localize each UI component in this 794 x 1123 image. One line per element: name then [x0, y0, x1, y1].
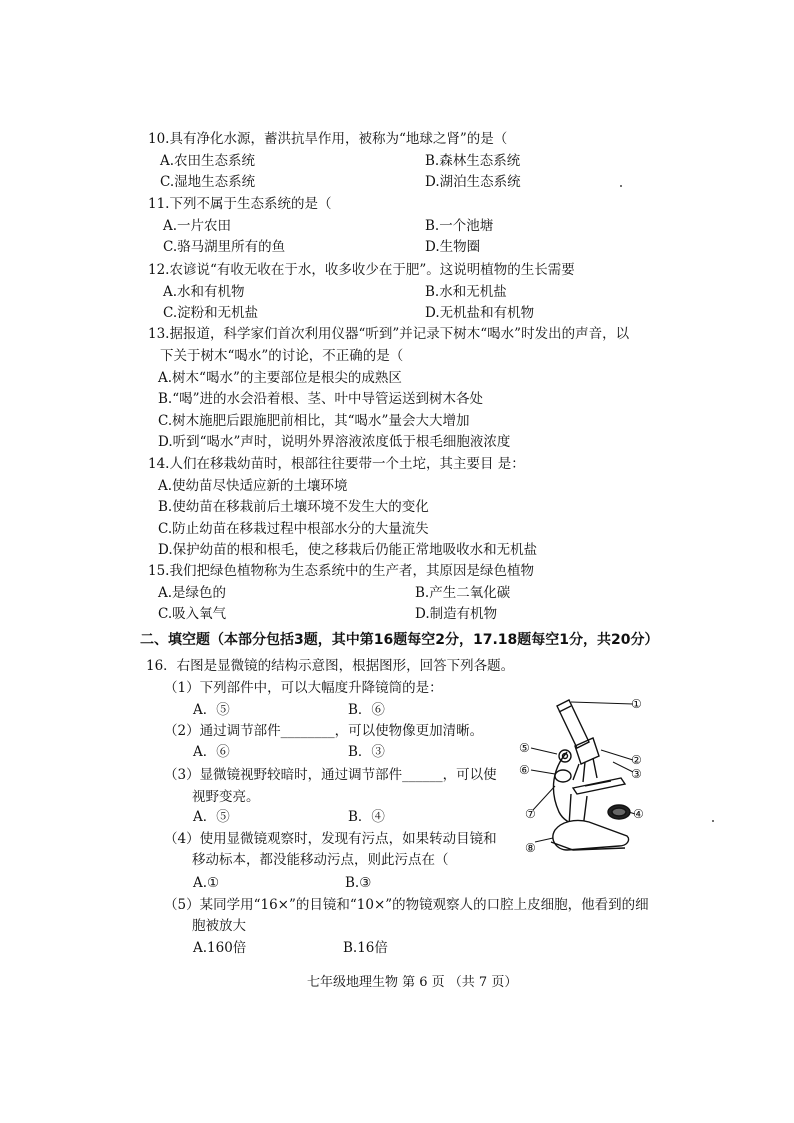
- question-11-option-c: C.骆马湖里所有的鱼: [163, 239, 286, 255]
- question-10-option-d: D.湖泊生态系统: [425, 174, 521, 190]
- question-15-stem: 15.我们把绿色植物称为生态系统中的生产者，其原因是绿色植物: [148, 563, 534, 579]
- question-16-part-3-option-a: A．⑤: [193, 809, 230, 825]
- question-12-stem: 12.农谚说“有收无收在于水，收多收少在于肥”。这说明植物的生长需要: [148, 262, 575, 278]
- question-14-option-a: A.使幼苗尽快适应新的土壤环境: [158, 478, 348, 494]
- section-2-heading: 二、填空题（本部分包括3题，其中第16题每空2分，17.18题每空1分，共20分）: [140, 632, 659, 648]
- label-6: ⑥: [519, 763, 530, 777]
- question-11-option-d: D.生物圈: [425, 239, 481, 255]
- question-16-part-3-line2: 视野变亮。: [192, 789, 260, 805]
- question-16-part-4-option-b: B.③: [345, 875, 372, 891]
- question-16-part-2-option-b: B．③: [348, 744, 385, 760]
- question-16-part-5-option-b: B.16倍: [343, 940, 388, 956]
- question-10-option-b: B.森林生态系统: [425, 153, 521, 169]
- question-14-option-c: C.防止幼苗在移栽过程中根部水分的大量流失: [158, 521, 429, 537]
- question-12-option-c: C.淀粉和无机盐: [163, 305, 259, 321]
- label-5: ⑤: [519, 741, 530, 755]
- question-13-option-b: B.“喝”进的水会沿着根、茎、叶中导管运送到树木各处: [158, 391, 484, 407]
- label-4: ④: [633, 807, 644, 821]
- question-10-option-c: C.湿地生态系统: [160, 174, 256, 190]
- question-13-stem-line1: 13.据报道，科学家们首次利用仪器“听到”并记录下树木“喝水”时发出的声音，以: [148, 326, 630, 342]
- question-16-stem: 16．右图是显微镜的结构示意图，根据图形，回答下列各题。: [146, 658, 515, 674]
- question-14-option-d: D.保护幼苗的根和根毛，使之移栽后仍能正常地吸收水和无机盐: [158, 542, 538, 558]
- question-11-option-b: B.一个池塘: [425, 218, 494, 234]
- question-10-stem: 10.具有净化水源，蓄洪抗旱作用，被称为“地球之肾”的是（: [148, 131, 508, 147]
- question-15-option-c: C.吸入氧气: [158, 606, 227, 622]
- question-16-part-4-line2: 移动标本，都没能移动污点，则此污点在（: [192, 852, 449, 868]
- label-2: ②: [631, 753, 642, 767]
- question-12-option-d: D.无机盐和有机物: [425, 305, 535, 321]
- question-16-part-3-option-b: B．④: [348, 809, 385, 825]
- question-13-stem-line2: 下关于树木“喝水”的讨论，不正确的是（: [160, 348, 404, 364]
- question-13-option-a: A.树木“喝水”的主要部位是根尖的成熟区: [158, 370, 402, 386]
- question-16-part-2-option-a: A．⑥: [193, 744, 230, 760]
- question-16-part-5-option-a: A.160倍: [193, 940, 247, 956]
- question-10-option-a: A.农田生态系统: [160, 153, 256, 169]
- question-16-part-4-line1: （4）使用显微镜观察时，发现有污点，如果转动目镜和: [164, 831, 497, 847]
- question-16-part-3-line1: （3）显微镜视野较暗时，通过调节部件______，可以使: [164, 767, 497, 783]
- question-16-part-1-option-b: B．⑥: [348, 702, 385, 718]
- question-16-part-5-line1: （5）某同学用“16×”的目镜和“10×”的物镜观察人的口腔上皮细胞，他看到的细: [164, 897, 649, 913]
- label-3: ③: [631, 767, 642, 781]
- label-7: ⑦: [525, 807, 536, 821]
- page-footer: 七年级地理生物 第 6 页 （共 7 页）: [307, 975, 518, 990]
- label-8: ⑧: [525, 841, 536, 855]
- question-16-part-1-option-a: A．⑤: [193, 702, 230, 718]
- question-16-part-5-line2: 胞被放大: [192, 918, 246, 934]
- question-11-stem: 11.下列不属于生态系统的是（: [148, 196, 332, 212]
- question-12-option-b: B.水和无机盐: [425, 284, 507, 300]
- question-15-option-b: B.产生二氧化碳: [415, 585, 511, 601]
- question-12-option-a: A.水和有机物: [163, 284, 245, 300]
- question-13-option-d: D.听到“喝水”声时，说明外界溶液浓度低于根毛细胞液浓度: [158, 434, 511, 450]
- question-15-option-a: A.是绿色的: [158, 585, 227, 601]
- scan-speck: [712, 820, 714, 822]
- question-11-option-a: A.一片农田: [163, 218, 232, 234]
- label-1: ①: [631, 697, 642, 711]
- scan-speck: [620, 185, 622, 187]
- question-16-part-1: （1）下列部件中，可以大幅度升降镜筒的是：: [164, 680, 443, 696]
- question-14-stem: 14.人们在移栽幼苗时，根部往往要带一个土坨，其主要目 是：: [148, 456, 525, 472]
- question-16-part-2: （2）通过调节部件________，可以使物像更加清晰。: [164, 723, 484, 739]
- question-16-part-4-option-a: A.①: [193, 875, 220, 891]
- question-13-option-c: C.树木施肥后跟施肥前相比，其“喝水”量会大大增加: [158, 413, 470, 429]
- question-14-option-b: B.使幼苗在移栽前后土壤环境不发生大的变化: [158, 499, 429, 515]
- microscope-drawing: [515, 690, 655, 865]
- question-15-option-d: D.制造有机物: [415, 606, 498, 622]
- microscope-diagram: [515, 690, 655, 865]
